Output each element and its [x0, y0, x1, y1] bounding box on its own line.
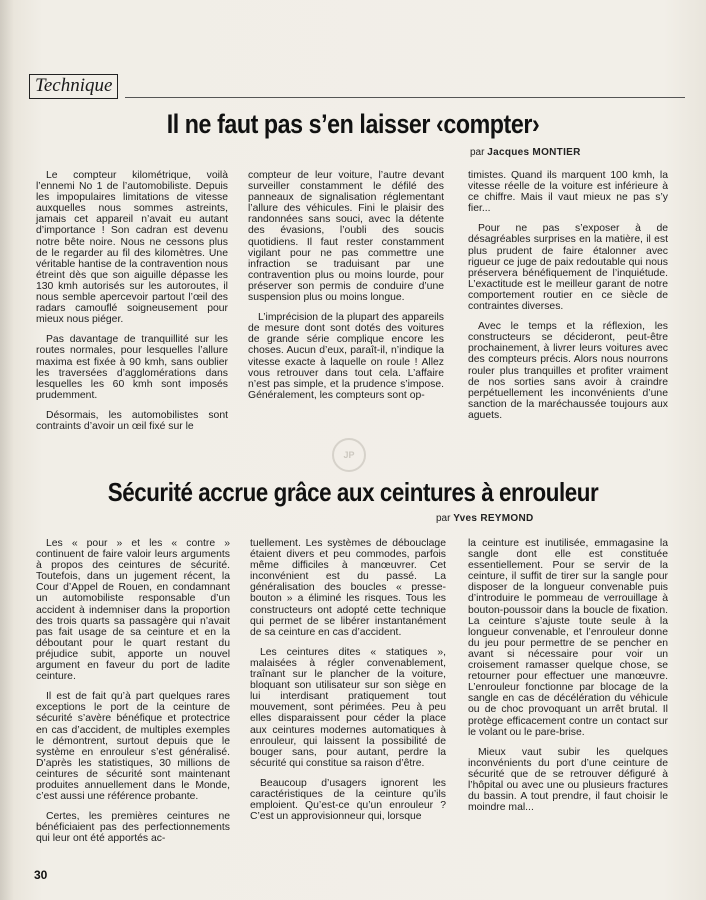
- paragraph: Beaucoup d’usagers ignorent les caractéristiques de la ceinture qu’ils emploient. Qu’est-ce qu’un enrouleur ? C’est un approvisionneur qui, lorsque: [250, 777, 446, 823]
- binding-shadow: [0, 0, 14, 900]
- article2-byline-prefix: par: [436, 513, 451, 524]
- article2-title: Sécurité accrue grâce aux ceintures à enrouleur: [107, 477, 599, 507]
- article1-author: Jacques MONTIER: [487, 147, 581, 158]
- paragraph: Avec le temps et la réflexion, les constructeurs se décideront, peut-être prochainement, à livrer leurs voitures avec des compteurs précis. Alors nous nourrons rouler plus tranquilles et profiter vraiment de nos sorties sans avoir à craindre perpétuellement les inconvénients d’une sanction de la maréchaussée toujours aux aguets.: [468, 321, 668, 421]
- paragraph: compteur de leur voiture, l’autre devant surveiller constamment le défilé des panneaux de signalisation réglementant l’allure des véhicules. Fini le plaisir des randonnées sans souci, avec la détente des évasions, l’oubli des soucis quotidiens. Il faut rester constamment vigilant pour ne pas commettre une infraction se traduisant par une contravention plus ou moins lourde, pour préserver son permis de conduire d’une suspension plus ou moins longue.: [248, 170, 444, 304]
- page-number: 30: [34, 868, 48, 882]
- paragraph: Les ceintures dites « statiques », malaisées à régler convenablement, traînant sur le plancher de la voiture, bloquant son utilisateur sur son siège en lui interdisant pratiquement tout mouvement, sont périmées. Peu à peu elles disparaissent pour céder la place aux ceintures modernes automatiques à enrouleur, qui laissent la possibilité de bouger sans, pour autant, perdre la sécurité qui constitue sa raison d’être.: [250, 646, 446, 769]
- paragraph: Pas davantage de tranquillité sur les routes normales, pour lesquelles l’allure maxima est fixée à 90 kmh, sans oublier les traversées d’agglomérations dans lesquelles les 60 kmh sont imposés prudemment.: [36, 334, 228, 401]
- article1-column-1: [36, 170, 228, 441]
- article2-column-1: [36, 538, 230, 853]
- article2-column-2: [250, 538, 446, 831]
- article2-column-3: [468, 538, 668, 822]
- paragraph: Pour ne pas s’exposer à de désagréables surprises en la matière, il est plus prudent de faire étalonner avec rigueur ce juge de paix redoutable qui nous préservera bénéfiquement de l’inquiétude. L’exactitude est le meilleur garant de notre comportement routier en ce siècle de contraintes diverses.: [468, 223, 668, 313]
- article1-byline: [470, 147, 581, 158]
- paragraph: Certes, les premières ceintures ne bénéficiaient pas des perfectionnements qui leur ont été apportés ac-: [36, 811, 230, 845]
- paragraph: Mieux vaut subir les quelques inconvénients du port d’une ceinture de sécurité que de se retrouver défiguré à l’hôpital ou avec une ou plusieurs fractures du bassin. A tout prendre, il faut choisir le moindre mal...: [468, 746, 668, 814]
- paragraph: L’imprécision de la plupart des appareils de mesure dont sont dotés des voitures de grande série complique encore les choses. Aucun d’eux, paraît-il, n’indique la vitesse exacte à laquelle on roule ! Allez vous retrouver dans tout cela. L’affaire n’est pas simple, et la prudence s’impose. Généralement, les compteurs sont op-: [248, 312, 444, 401]
- article2-author: Yves REYMOND: [453, 513, 534, 524]
- paragraph: timistes. Quand ils marquent 100 kmh, la vitesse réelle de la voiture est inférieure à ce chiffre. Mais il vaut mieux ne pas s’y fier...: [468, 170, 668, 215]
- paragraph: Les « pour » et les « contre » continuent de faire valoir leurs arguments à propos des ceintures de sécurité. Toutefois, dans un jugement récent, la Cour d’Appel de Rouen, en condamnant un automobiliste responsable d’un accident à indemniser dans la proportion des trois quarts sa passagère qui n’avait pas fait usage de sa ceinture et en la déboutant pour le quart restant du préjudice subit, apporte un nouvel argument en faveur du port de ladite ceinture.: [36, 538, 230, 683]
- library-stamp-icon: JP: [332, 438, 366, 472]
- article2-byline: [436, 513, 534, 524]
- section-rule: [125, 97, 685, 98]
- article1-title: Il ne faut pas s’en laisser ‹compter›: [166, 109, 540, 139]
- article1-column-3: [468, 170, 668, 430]
- paragraph: Le compteur kilométrique, voilà l’ennemi No 1 de l’automobiliste. Depuis les impopulaires limitations de vitesse auxquelles nous sommes astreints, jamais cet appareil n’avait eu autant d’importance ! Son cadran est devenu notre bête noire. Nous ne cessons plus de le regarder au fil des kilomètres. Une véritable hantise de la contravention nous étreint dès que son aiguille dépasse les 130 kmh autorisés sur les autoroutes, il nous semble apercevoir partout l’œil des radars camouflé soigneusement pour mieux nous piéger.: [36, 170, 228, 326]
- paragraph: Désormais, les automobilistes sont contraints d’avoir un œil fixé sur le: [36, 409, 228, 432]
- article1-byline-prefix: par: [470, 147, 485, 158]
- paragraph: tuellement. Les systèmes de débouclage étaient divers et peu commodes, parfois même difficiles à manœuvrer. Cet inconvénient est du passé. La généralisation des boucles « presse-bouton » a éliminé les risques. Tous les constructeurs ont adopté cette technique qui permet de se libérer instantanément de sa ceinture en cas d’accident.: [250, 538, 446, 638]
- article1-column-2: [248, 170, 444, 410]
- paragraph: Il est de fait qu’à part quelques rares exceptions le port de la ceinture de sécurité s’avère bénéfique et protectrice en cas d’accident, de multiples exemples le démontrent, surtout depuis que le système en enrouleur s’est généralisé. D’après les statistiques, 30 millions de ceintures de sécurité sont maintenant produites annuellement dans le Monde, c’est aussi une référence probante.: [36, 691, 230, 803]
- section-label: Technique: [29, 74, 118, 99]
- paragraph: la ceinture est inutilisée, emmagasine la sangle dont elle est constituée essentiellement. Pour se servir de la ceinture, il suffit de tirer sur la sangle pour disposer de la longueur convenable puis d’introduire le pommeau de verrouillage à bouton-poussoir dans la boucle de fixation. La ceinture s’ajuste toute seule à la longueur convenable, et l’enrouleur donne du jeu pour permettre de se pencher en avant si nécessaire pour voir un croisement ramasser quelque chose, se retourner pour effectuer une manœuvre. L’enrouleur fonctionne par blocage de la sangle en cas de décélération du véhicule ou de choc provoquant un arrêt brutal. Il protège efficacement contre un contact sur le volant ou le pare-brise.: [468, 538, 668, 738]
